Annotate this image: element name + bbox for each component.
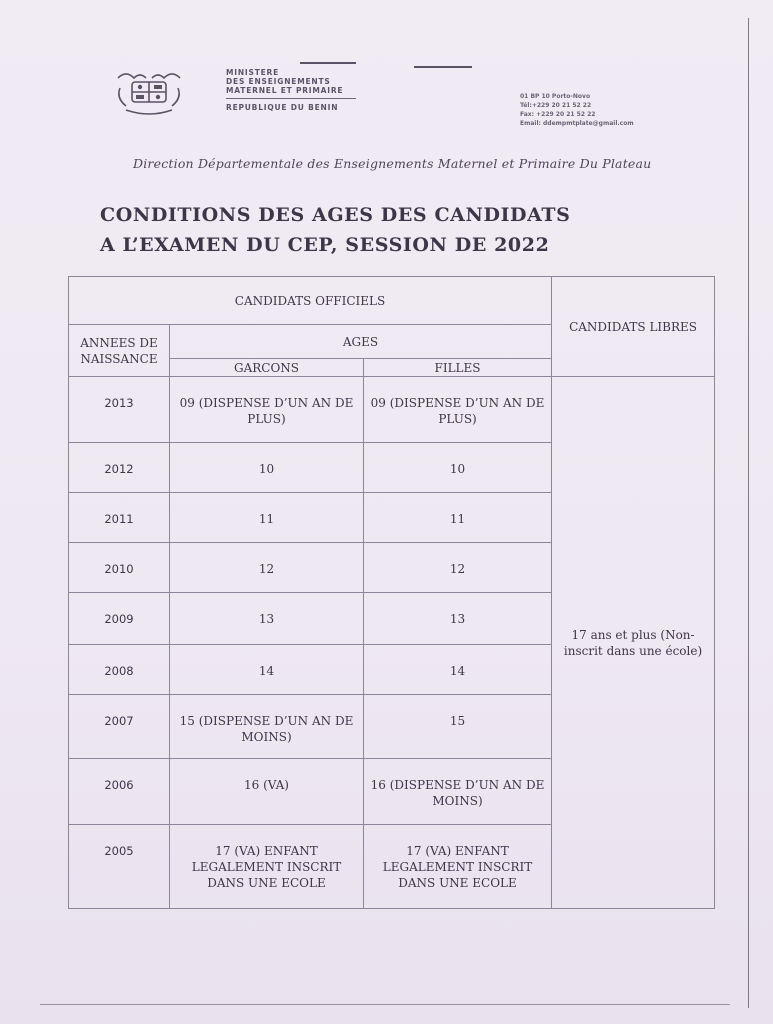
- year-cell: 2013: [69, 377, 170, 443]
- filles-cell: 11: [364, 493, 552, 543]
- contact-email: Email: ddempmtplate@gmail.com: [520, 120, 634, 127]
- filles-cell: 10: [364, 443, 552, 493]
- candidats-libres-value: 17 ans et plus (Non-inscrit dans une école): [552, 377, 715, 909]
- direction-heading: Direction Départementale des Enseignements Maternel et Primaire Du Plateau: [133, 156, 652, 171]
- year-cell: 2011: [69, 493, 170, 543]
- contact-fax: Fax: +229 20 21 52 22: [520, 111, 596, 118]
- year-cell: 2006: [69, 759, 170, 825]
- header-dash-right: [414, 66, 472, 68]
- garcons-cell: 14: [170, 645, 364, 695]
- title-line-1: CONDITIONS DES AGES DES CANDIDATS: [100, 204, 571, 226]
- year-cell: 2005: [69, 825, 170, 909]
- header-dash-left: [300, 62, 356, 64]
- garcons-cell: 13: [170, 593, 364, 645]
- country-name: REPUBLIQUE DU BENIN: [226, 103, 339, 112]
- year-cell: 2008: [69, 645, 170, 695]
- ministry-line: MINISTERE: [226, 68, 280, 77]
- garcons-cell: 15 (DISPENSE D’UN AN DE MOINS): [170, 695, 364, 759]
- year-cell: 2010: [69, 543, 170, 593]
- contact-address: 01 BP 10 Porto-Novo: [520, 93, 591, 100]
- header-filles: FILLES: [364, 359, 552, 377]
- year-cell: 2007: [69, 695, 170, 759]
- contact-phone: Tél:+229 20 21 52 22: [520, 102, 592, 109]
- benin-coat-of-arms-emblem: [112, 68, 186, 116]
- filles-cell: 16 (DISPENSE D’UN AN DE MOINS): [364, 759, 552, 825]
- table-row: [69, 377, 715, 443]
- header-candidats-libres: CANDIDATS LIBRES: [552, 277, 715, 377]
- garcons-cell: 12: [170, 543, 364, 593]
- filles-cell: 12: [364, 543, 552, 593]
- ministry-line: DES ENSEIGNEMENTS: [226, 77, 331, 86]
- filles-cell: 09 (DISPENSE D’UN AN DE PLUS): [364, 377, 552, 443]
- garcons-cell: 16 (VA): [170, 759, 364, 825]
- garcons-cell: 10: [170, 443, 364, 493]
- ministry-rule: [226, 98, 356, 99]
- filles-cell: 13: [364, 593, 552, 645]
- header-annees-de-naissance: ANNEES DE NAISSANCE: [69, 325, 170, 377]
- garcons-cell: 17 (VA) ENFANT LEGALEMENT INSCRIT DANS UNE ECOLE: [170, 825, 364, 909]
- age-conditions-table: [68, 276, 715, 909]
- year-cell: 2009: [69, 593, 170, 645]
- title-line-2: A L’EXAMEN DU CEP, SESSION DE 2022: [100, 234, 550, 256]
- bottom-divider: [40, 1004, 730, 1005]
- contact-block: [520, 92, 670, 128]
- header-garcons: GARCONS: [170, 359, 364, 377]
- filles-cell: 14: [364, 645, 552, 695]
- year-cell: 2012: [69, 443, 170, 493]
- filles-cell: 17 (VA) ENFANT LEGALEMENT INSCRIT DANS UNE ECOLE: [364, 825, 552, 909]
- table-header-row: [69, 277, 715, 325]
- document-title: [100, 200, 680, 260]
- ministry-block: [226, 68, 376, 112]
- garcons-cell: 09 (DISPENSE D’UN AN DE PLUS): [170, 377, 364, 443]
- garcons-cell: 11: [170, 493, 364, 543]
- filles-cell: 15: [364, 695, 552, 759]
- page-edge-line: [748, 18, 749, 1008]
- ministry-line: MATERNEL ET PRIMAIRE: [226, 86, 344, 95]
- header-candidats-officiels: CANDIDATS OFFICIELS: [69, 277, 552, 325]
- header-ages: AGES: [170, 325, 552, 359]
